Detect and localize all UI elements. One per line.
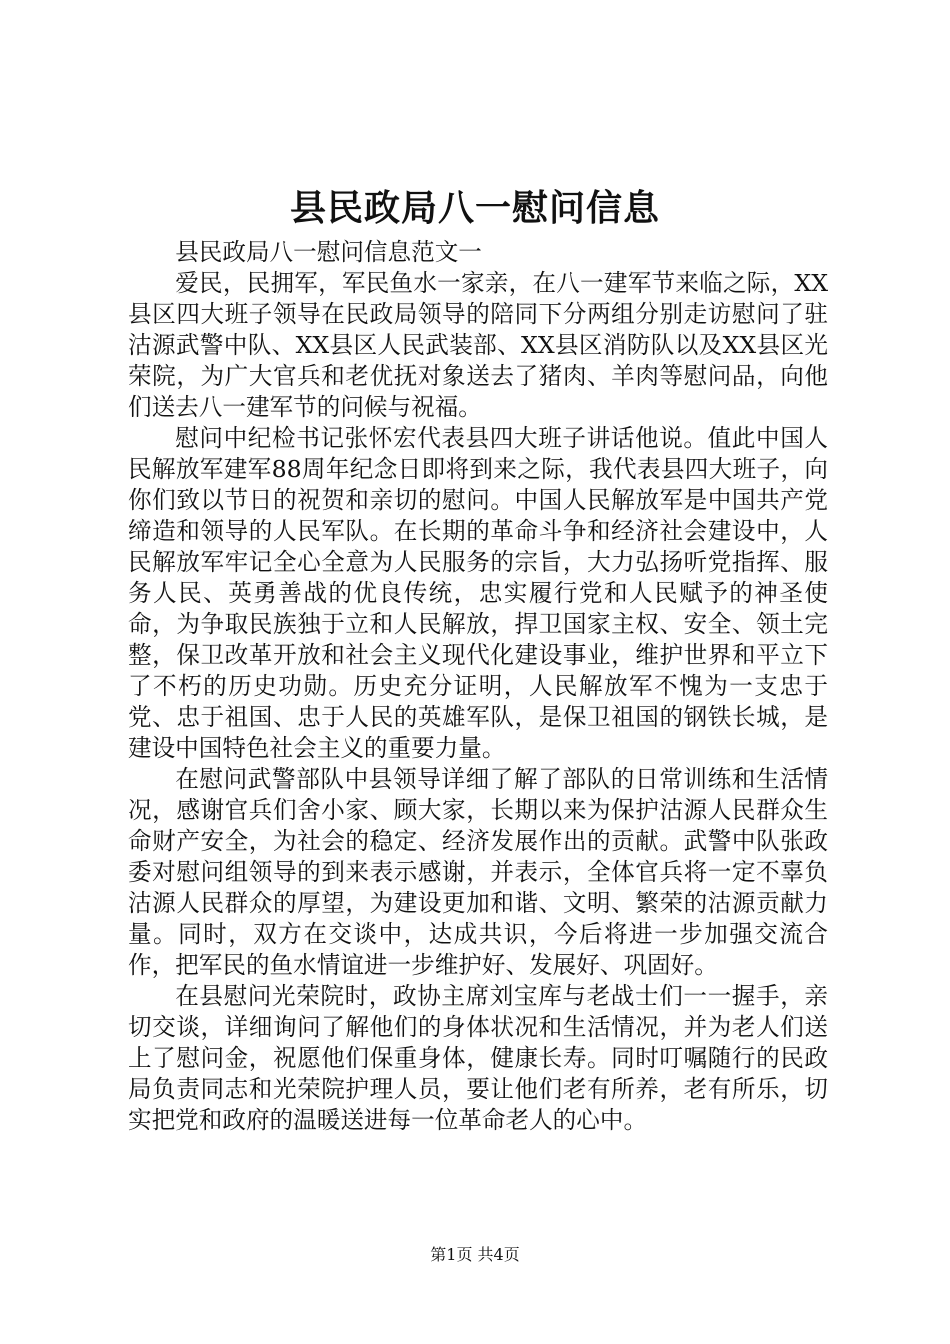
page-number-footer: 第1页 共4页 (430, 1245, 520, 1264)
paragraph: 在慰问武警部队中县领导详细了解了部队的日常训练和生活情况，感谢官兵们舍小家、顾大家，长期以来为保护沽源人民群众生命财产安全，为社会的稳定、经济发展作出的贡献。武警中队张政委对慰问组领导的到来表示感谢，并表示，全体官兵将一定不辜负沽源人民群众的厚望，为建设更加和谐、文明、繁荣的沽源贡献力量。同时，双方在交谈中，达成共识，今后将进一步加强交流合作，把军民的鱼水情谊进一步维护好、发展好、巩固好。 (128, 765, 828, 979)
document-title: 县民政局八一慰问信息 (289, 187, 660, 229)
paragraph: 在县慰问光荣院时，政协主席刘宝库与老战士们一一握手，亲切交谈，详细询问了解他们的身体状况和生活情况，并为老人们送上了慰问金，祝愿他们保重身体，健康长寿。同时叮嘱随行的民政局负责同志和光荣院护理人员，要让他们老有所养，老有所乐，切实把党和政府的温暖送进每一位革命老人的心中。 (128, 982, 828, 1134)
paragraph: 爱民，民拥军，军民鱼水一家亲，在八一建军节来临之际，XX县区四大班子领导在民政局领导的陪同下分两组分别走访慰问了驻沽源武警中队、XX县区人民武装部、XX县区消防队以及XX县区光荣院，为广大官兵和老优抚对象送去了猪肉、羊肉等慰问品，向他们送去八一建军节的问候与祝福。 (128, 269, 828, 421)
document-body (128, 237, 828, 1136)
paragraph-subtitle: 县民政局八一慰问信息范文一 (175, 238, 482, 266)
paragraph: 慰问中纪检书记张怀宏代表县四大班子讲话他说。值此中国人民解放军建军88周年纪念日即将到来之际，我代表县四大班子，向你们致以节日的祝贺和亲切的慰问。中国人民解放军是中国共产党缔造和领导的人民军队。在长期的革命斗争和经济社会建设中，人民解放军牢记全心全意为人民服务的宗旨，大力弘扬听党指挥、服务人民、英勇善战的优良传统，忠实履行党和人民赋予的神圣使命，为争取民族独于立和人民解放，捍卫国家主权、安全、领土完整，保卫改革开放和社会主义现代化建设事业，维护世界和平立下了不朽的历史功勋。历史充分证明，人民解放军不愧为一支忠于党、忠于祖国、忠于人民的英雄军队，是保卫祖国的钢铁长城，是建设中国特色社会主义的重要力量。 (128, 424, 828, 762)
